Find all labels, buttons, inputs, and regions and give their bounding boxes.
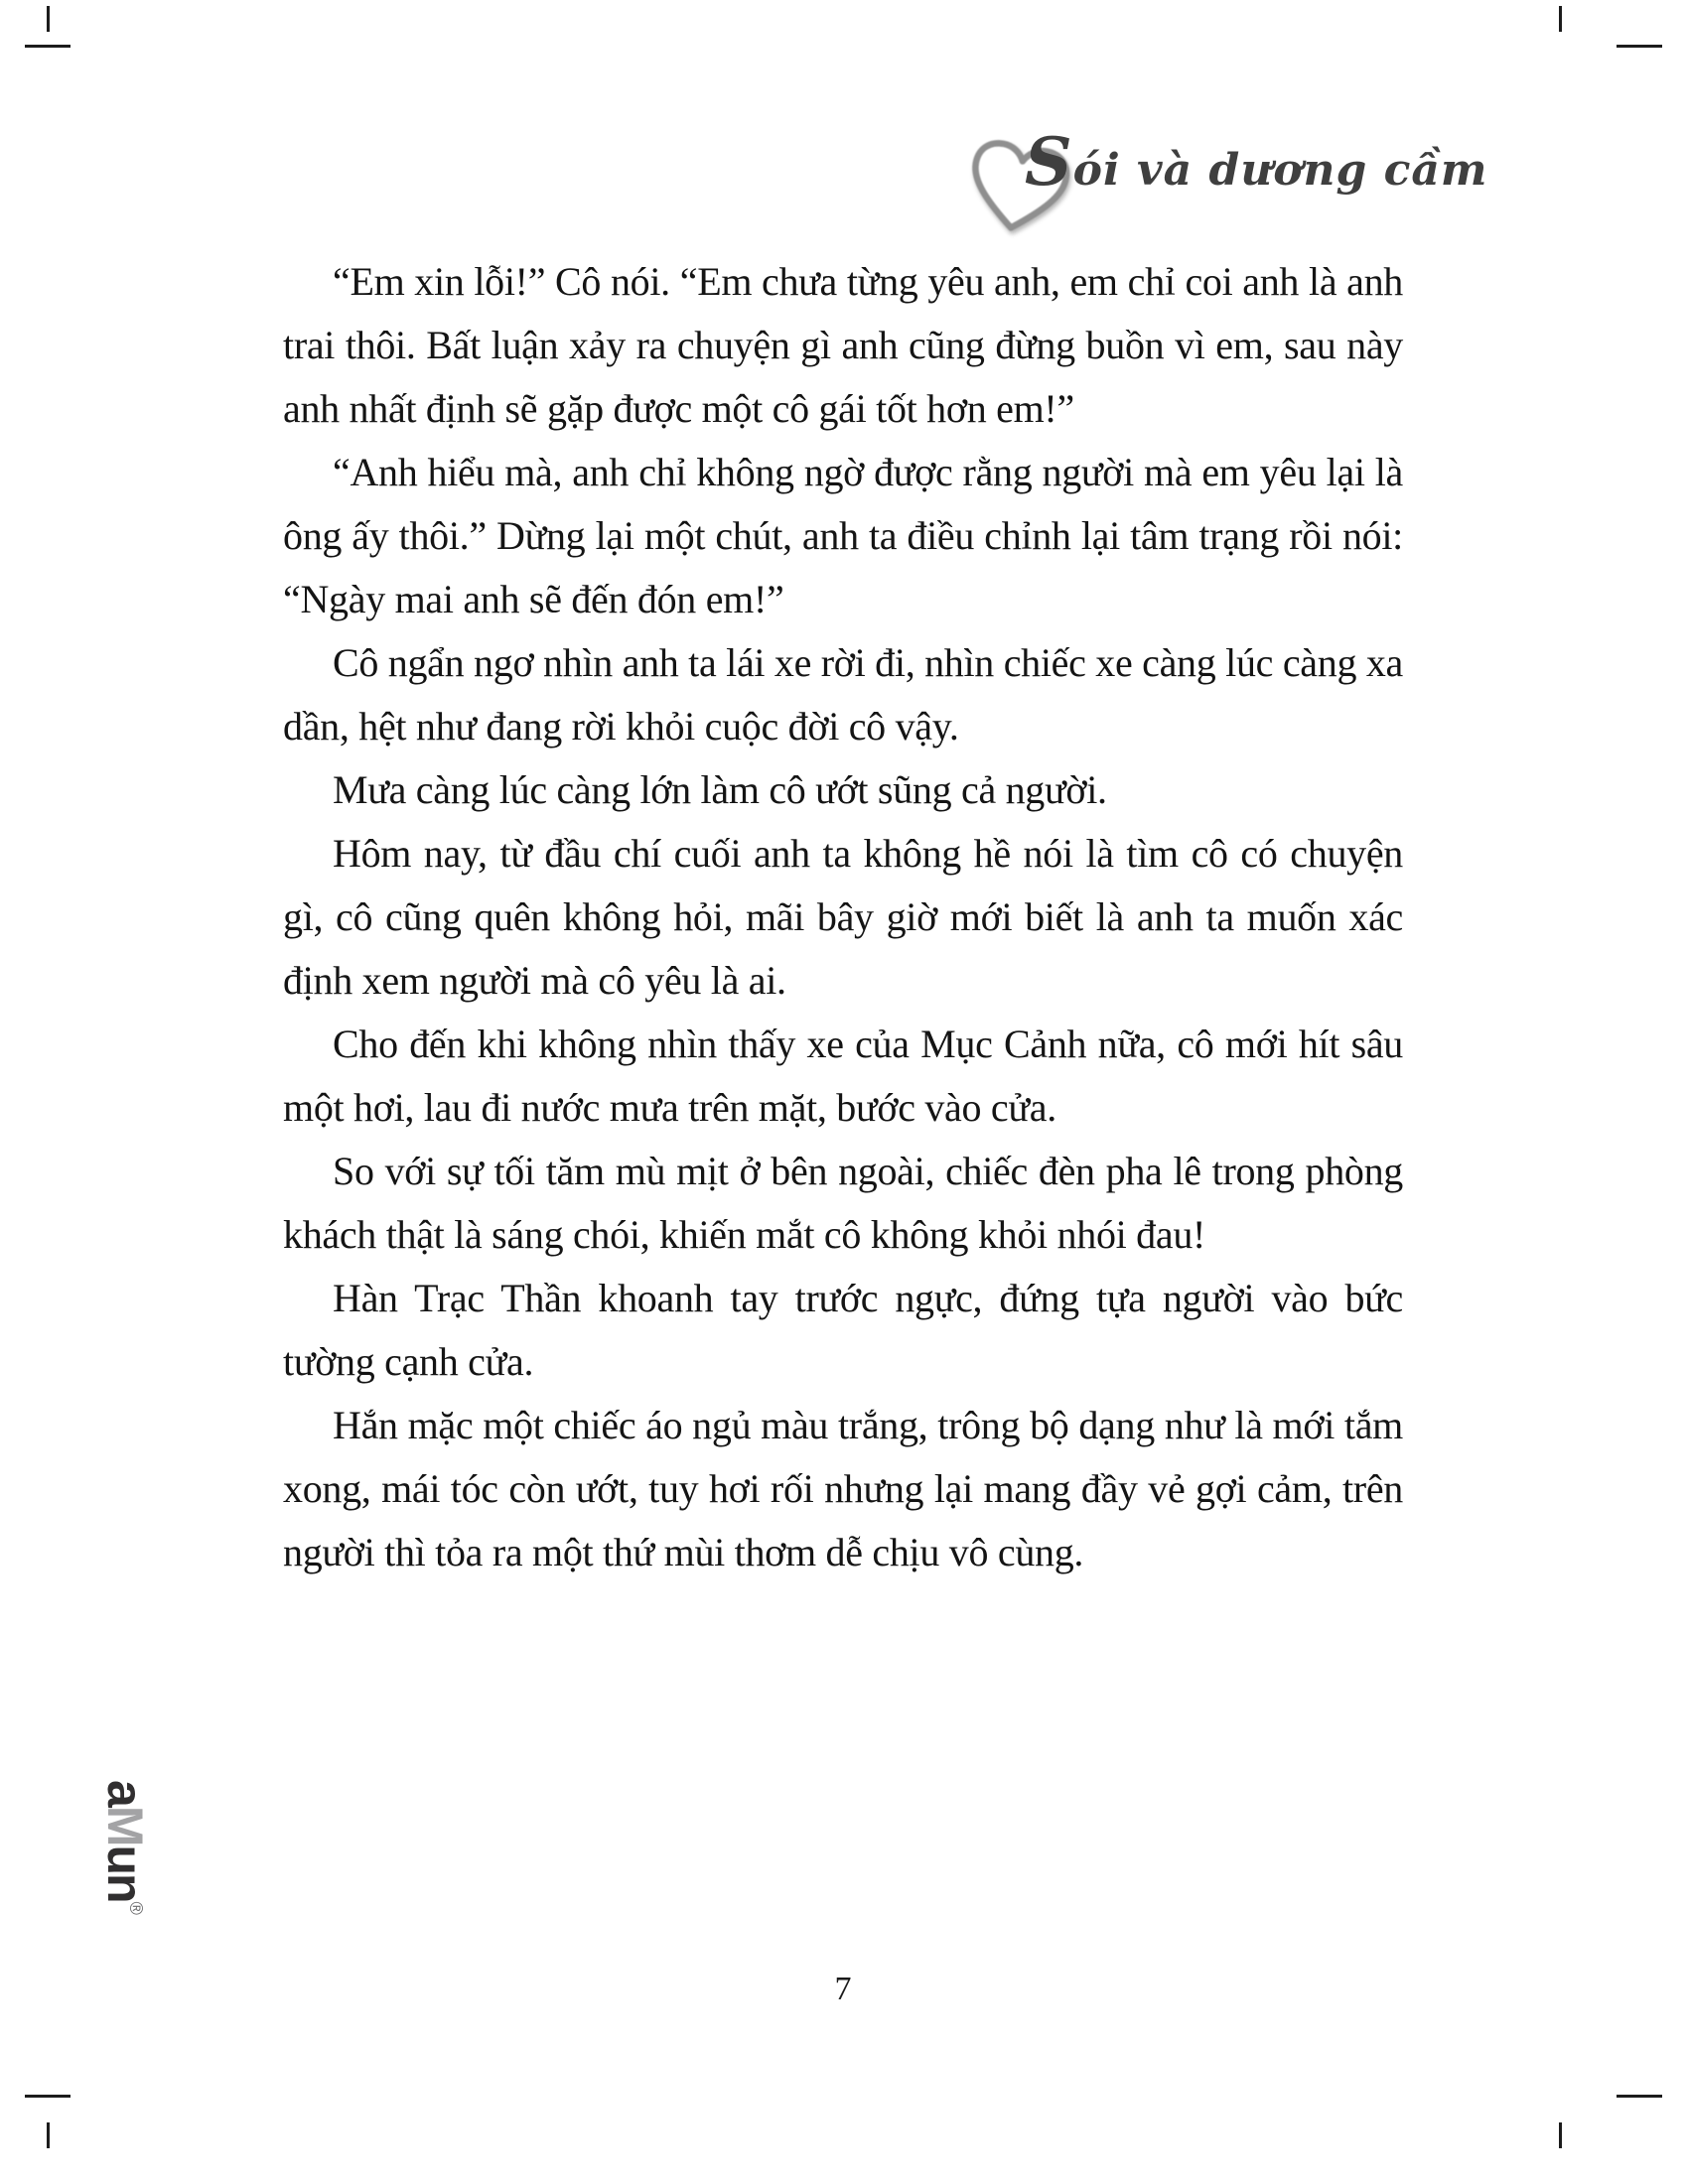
publisher-logo-text bbox=[97, 1780, 161, 1915]
paragraph: “Em xin lỗi!” Cô nói. “Em chưa từng yêu anh, em chỉ coi anh là anh trai thôi. Bất luận xảy ra chuyện gì anh cũng đừng buồn vì em, sau này anh nhất định sẽ gặp được một cô gái tốt hơn em!” bbox=[283, 259, 1403, 431]
publisher-logo bbox=[97, 1780, 218, 1915]
paragraph: Mưa càng lúc càng lớn làm cô ướt sũng cả người. bbox=[333, 767, 1107, 812]
paragraph: Cô ngẩn ngơ nhìn anh ta lái xe rời đi, nhìn chiếc xe càng lúc càng xa dần, hệt như đang rời khỏi cuộc đời cô vậy. bbox=[283, 640, 1403, 749]
crop-mark-top-left-horizontal bbox=[25, 45, 70, 48]
crop-mark-top-left-vertical bbox=[47, 6, 50, 32]
logo-letter-a: a bbox=[97, 1780, 153, 1806]
logo-letter-m: M bbox=[97, 1805, 153, 1845]
page-title: Sói và dương cầm bbox=[1025, 123, 1488, 201]
crop-mark-bottom-left-horizontal bbox=[25, 2095, 70, 2098]
registered-trademark-icon: ® bbox=[126, 1901, 146, 1915]
crop-mark-top-right-horizontal bbox=[1617, 45, 1662, 48]
page-number: 7 bbox=[834, 1971, 852, 2007]
paragraph: Hôm nay, từ đầu chí cuối anh ta không hề nói là tìm cô có chuyện gì, cô cũng quên không hỏi, mãi bây giờ mới biết là anh ta muốn xác định xem người mà cô yêu là ai. bbox=[283, 831, 1403, 1003]
crop-mark-bottom-right-vertical bbox=[1559, 2122, 1562, 2148]
paragraph: Hàn Trạc Thần khoanh tay trước ngực, đứng tựa người vào bức tường cạnh cửa. bbox=[283, 1276, 1403, 1384]
running-header bbox=[953, 123, 1488, 236]
paragraph: So với sự tối tăm mù mịt ở bên ngoài, chiếc đèn pha lê trong phòng khách thật là sáng chói, khiến mắt cô không khỏi nhói đau! bbox=[283, 1149, 1403, 1257]
paragraph: Hắn mặc một chiếc áo ngủ màu trắng, trông bộ dạng như là mới tắm xong, mái tóc còn ướt, tuy hơi rối nhưng lại mang đầy vẻ gợi cảm, trên người thì tỏa ra một thứ mùi thơm dễ chịu vô cùng. bbox=[283, 1403, 1403, 1574]
crop-mark-bottom-right-horizontal bbox=[1617, 2095, 1662, 2098]
paragraph: “Anh hiểu mà, anh chỉ không ngờ được rằng người mà em yêu lại là ông ấy thôi.” Dừng lại một chút, anh ta điều chỉnh lại tâm trạng rồi nói: “Ngày mai anh sẽ đến đón em!” bbox=[283, 450, 1403, 621]
body-text bbox=[283, 250, 1403, 1584]
paragraph: Cho đến khi không nhìn thấy xe của Mục Cảnh nữa, cô mới hít sâu một hơi, lau đi nước mưa trên mặt, bước vào cửa. bbox=[283, 1022, 1403, 1130]
crop-mark-bottom-left-vertical bbox=[47, 2122, 50, 2148]
crop-mark-top-right-vertical bbox=[1559, 6, 1562, 32]
logo-letters-un: un bbox=[97, 1844, 153, 1902]
